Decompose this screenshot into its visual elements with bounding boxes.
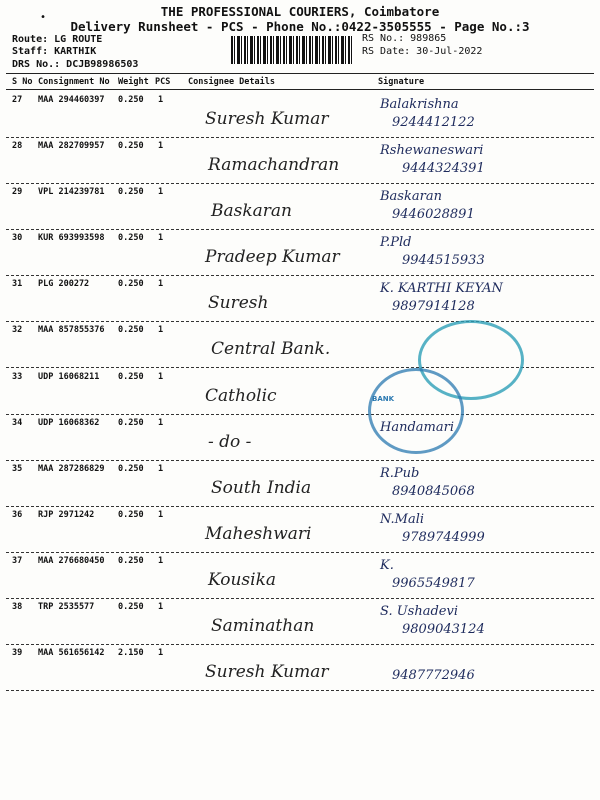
row-pcs: 1: [158, 648, 164, 658]
row-divider: [6, 552, 594, 553]
stamp-label: BANK: [372, 395, 395, 403]
row-phone: 9244412122: [392, 115, 475, 130]
col-signature: Signature: [378, 77, 425, 87]
row-consignment: UDP 16068211: [38, 372, 100, 382]
row-pcs: 1: [158, 464, 164, 474]
row-pcs: 1: [158, 233, 164, 243]
row-phone: 9446028891: [392, 207, 475, 222]
row-phone: 9965549817: [392, 576, 475, 591]
row-phone: 9897914128: [392, 299, 475, 314]
row-signature: Rshewaneswari: [380, 143, 484, 158]
row-phone: 9444324391: [402, 161, 485, 176]
staff-label: Staff: KARTHIK: [12, 46, 97, 57]
row-sno: 32: [12, 325, 23, 335]
row-consignment: KUR 693993598: [38, 233, 105, 243]
row-weight: 2.150: [118, 648, 144, 658]
row-pcs: 1: [158, 372, 164, 382]
row-consignee: Ramachandran: [208, 155, 340, 175]
header-bottom-line: [6, 89, 594, 90]
row-sno: 39: [12, 648, 23, 658]
row-signature: N.Mali: [380, 512, 425, 527]
bank-stamp-2: [368, 368, 464, 454]
row-sno: 29: [12, 187, 23, 197]
row-signature: S. Ushadevi: [380, 604, 458, 619]
row-phone: 9944515933: [402, 253, 485, 268]
row-consignment: UDP 16068362: [38, 418, 100, 428]
row-consignment: MAA 561656142: [38, 648, 105, 658]
row-phone: 9809043124: [402, 622, 485, 637]
row-consignee: Suresh Kumar: [205, 662, 329, 682]
row-consignee: Saminathan: [211, 616, 315, 636]
row-sno: 37: [12, 556, 23, 566]
rs-date: RS Date: 30-Jul-2022: [362, 46, 483, 57]
row-consignment: MAA 282709957: [38, 141, 105, 151]
row-consignee: Kousika: [208, 570, 277, 590]
row-signature: K.: [380, 558, 394, 573]
row-divider: [6, 414, 594, 415]
row-weight: 0.250: [118, 233, 144, 243]
row-weight: 0.250: [118, 418, 144, 428]
row-divider: [6, 229, 594, 230]
row-consignee: Catholic: [205, 386, 277, 406]
row-consignment: TRP 2535577: [38, 602, 95, 612]
row-pcs: 1: [158, 602, 164, 612]
row-sno: 27: [12, 95, 23, 105]
row-pcs: 1: [158, 556, 164, 566]
row-sno: 30: [12, 233, 23, 243]
row-consignment: VPL 214239781: [38, 187, 105, 197]
row-pcs: 1: [158, 510, 164, 520]
row-divider: [6, 321, 594, 322]
row-signature: P.Pld: [380, 235, 412, 250]
row-weight: 0.250: [118, 95, 144, 105]
row-consignment: MAA 857855376: [38, 325, 105, 335]
row-consignee: Baskaran: [211, 201, 292, 221]
row-phone: 8940845068: [392, 484, 475, 499]
row-consignee: Maheshwari: [205, 524, 312, 544]
row-consignee: Suresh Kumar: [205, 109, 329, 129]
row-signature: Balakrishna: [380, 97, 459, 112]
row-consignee: Central Bank.: [211, 339, 331, 359]
row-weight: 0.250: [118, 279, 144, 289]
row-pcs: 1: [158, 325, 164, 335]
col-pcs: PCS: [155, 77, 171, 87]
row-divider: [6, 690, 594, 691]
row-sno: 36: [12, 510, 23, 520]
row-weight: 0.250: [118, 325, 144, 335]
col-sno: S No: [12, 77, 33, 87]
row-weight: 0.250: [118, 141, 144, 151]
runsheet-title: Delivery Runsheet - PCS - Phone No.:0422-3505555 - Page No.:3: [70, 19, 530, 34]
row-consignment: MAA 276680450: [38, 556, 105, 566]
row-consignment: RJP 2971242: [38, 510, 95, 520]
row-sno: 31: [12, 279, 23, 289]
row-weight: 0.250: [118, 510, 144, 520]
header-top-line: [6, 73, 594, 74]
row-weight: 0.250: [118, 602, 144, 612]
row-divider: [6, 644, 594, 645]
drs-label: DRS No.: DCJB98986503: [12, 59, 139, 70]
row-pcs: 1: [158, 279, 164, 289]
row-sno: 38: [12, 602, 23, 612]
row-sno: 28: [12, 141, 23, 151]
row-weight: 0.250: [118, 372, 144, 382]
row-divider: [6, 275, 594, 276]
corner-mark: •: [40, 12, 47, 23]
row-sno: 33: [12, 372, 23, 382]
row-divider: [6, 460, 594, 461]
row-weight: 0.250: [118, 464, 144, 474]
route-label: Route: LG ROUTE: [12, 34, 103, 45]
row-consignee: - do -: [208, 432, 252, 452]
row-divider: [6, 183, 594, 184]
rs-number: RS No.: 989865: [362, 33, 447, 44]
barcode-image: [231, 36, 354, 64]
row-phone: 9789744999: [402, 530, 485, 545]
row-divider: [6, 506, 594, 507]
row-consignment: MAA 287286829: [38, 464, 105, 474]
row-consignee: South India: [211, 478, 312, 498]
col-weight: Weight: [118, 77, 149, 87]
row-weight: 0.250: [118, 556, 144, 566]
row-signature: R.Pub: [380, 466, 420, 481]
row-pcs: 1: [158, 95, 164, 105]
row-consignee: Pradeep Kumar: [205, 247, 340, 267]
col-consignee: Consignee Details: [188, 77, 275, 87]
company-title: THE PROFESSIONAL COURIERS, Coimbatore: [160, 4, 440, 19]
row-signature: K. KARTHI KEYAN: [380, 281, 503, 296]
row-consignment: PLG 200272: [38, 279, 90, 289]
row-phone: 9487772946: [392, 668, 475, 683]
row-divider: [6, 137, 594, 138]
col-consignment: Consignment No: [38, 77, 110, 87]
row-signature: Handamari: [380, 420, 454, 435]
row-pcs: 1: [158, 141, 164, 151]
row-pcs: 1: [158, 187, 164, 197]
row-pcs: 1: [158, 418, 164, 428]
row-weight: 0.250: [118, 187, 144, 197]
row-consignee: Suresh: [208, 293, 269, 313]
row-sno: 35: [12, 464, 23, 474]
row-signature: Baskaran: [380, 189, 442, 204]
row-sno: 34: [12, 418, 23, 428]
row-consignment: MAA 294460397: [38, 95, 105, 105]
row-divider: [6, 598, 594, 599]
